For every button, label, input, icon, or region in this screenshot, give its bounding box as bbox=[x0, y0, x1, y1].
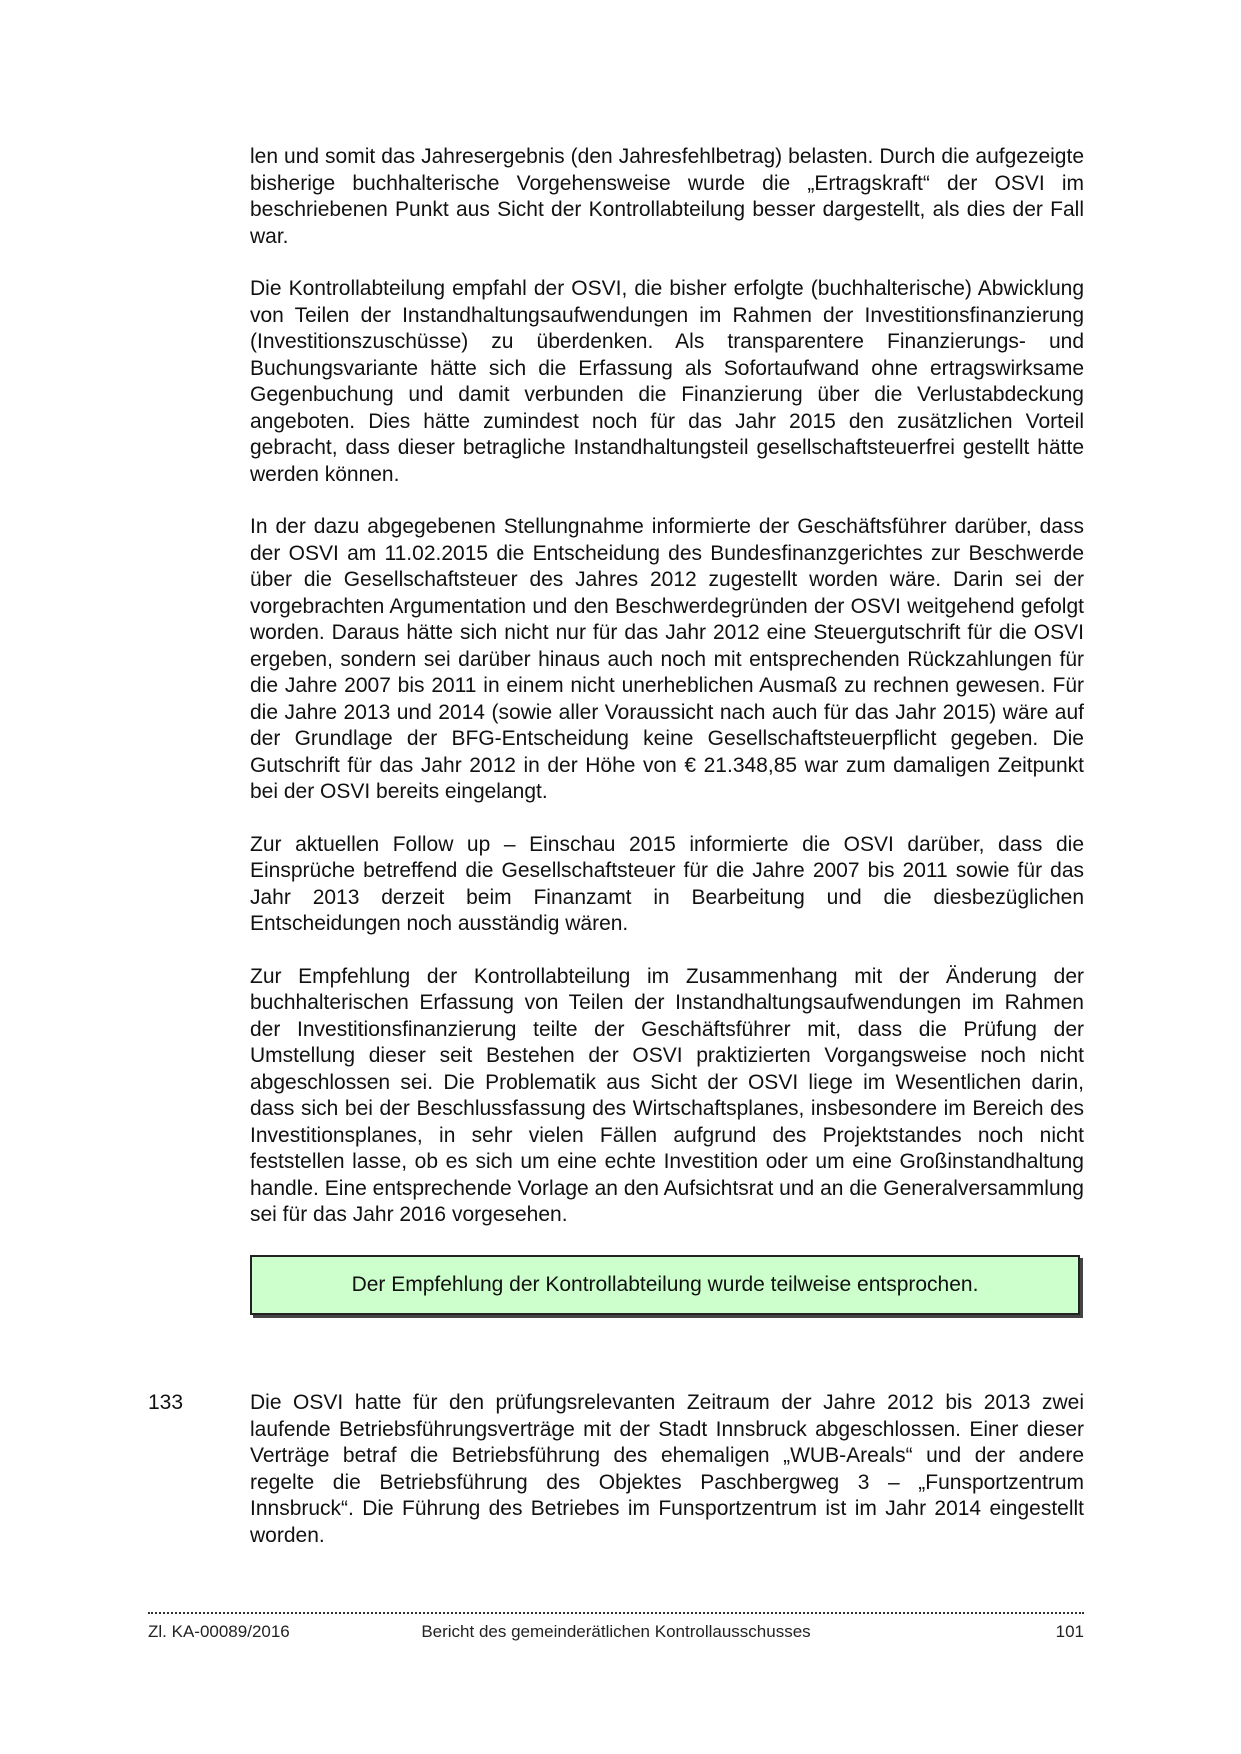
paragraph-5: Zur Empfehlung der Kontrollabteilung im Zusammenhang mit der Änderung der buchhalterischen Erfassung von Teilen der Instandhaltungsaufwendungen im Rahmen der Investitionsfinanzierung teilte der Geschäftsführer mit, dass die Prüfung der Umstellung dieser seit Bestehen der OSVI praktizierten Vorgangsweise noch nicht abgeschlossen sei. Die Problematik aus Sicht der OSVI liege im Wesentlichen darin, dass sich bei der Beschlussfassung des Wirtschaftsplanes, insbesondere im Bereich des Investitionsplanes, in sehr vielen Fällen aufgrund des Projektstandes noch nicht feststellen lasse, ob es sich um eine echte Investition oder um eine Großinstandhaltung handle. Eine entsprechende Vorlage an den Aufsichtsrat und an die Generalversammlung sei für das Jahr 2016 vorgesehen. bbox=[250, 964, 1084, 1226]
paragraph-4: Zur aktuellen Follow up – Einschau 2015 informierte die OSVI darüber, dass die Einsprüche betreffend die Gesellschaftsteuer für die Jahre 2007 bis 2011 sowie für das Jahr 2013 derzeit beim Finanzamt in Bearbeitung und die diesbezüglichen Entscheidungen noch ausständig wären. bbox=[250, 832, 1084, 935]
main-content bbox=[250, 144, 1084, 1315]
paragraph-2: Die Kontrollabteilung empfahl der OSVI, die bisher erfolgte (buchhalterische) Abwicklung von Teilen der Instandhaltungsaufwendungen im Rahmen der Investitionsfinanzierung (Investitionszuschüsse) zu überdenken. Als transparentere Finanzierungs- und Buchungsvariante hätte sich die Erfassung als Sofortaufwand ohne ertragswirksame Gegenbuchung und damit verbunden die Finanzierung über die Verlustabdeckung angeboten. Dies hätte zumindest noch für das Jahr 2015 den zusätzlichen Vorteil gebracht, dass dieser betragliche Instandhaltungsteil gesellschaftsteuerfrei gestellt hätte werden können. bbox=[250, 277, 1084, 486]
footer-title: Bericht des gemeinderätlichen Kontrollausschusses bbox=[421, 1622, 811, 1641]
footer-divider bbox=[148, 1612, 1084, 1614]
page-number: 101 bbox=[1055, 1622, 1084, 1641]
recommendation-status-box: Der Empfehlung der Kontrollabteilung wurde teilweise entsprochen. bbox=[250, 1255, 1080, 1315]
footer-reference: Zl. KA-00089/2016 bbox=[148, 1622, 290, 1641]
section-text: Die OSVI hatte für den prüfungsrelevanten Zeitraum der Jahre 2012 bis 2013 zwei laufende Betriebsführungsverträge mit der Stadt Innsbruck abgeschlossen. Einer dieser Verträge betraf die Betriebsführung des ehemaligen „WUB-Areals“ und der andere regelte die Betriebsführung des Objektes Paschbergweg 3 – „Funsportzentrum Innsbruck“. Die Führung des Betriebes im Funsportzentrum ist im Jahr 2014 eingestellt worden. bbox=[250, 1391, 1084, 1547]
section-number: 133 bbox=[148, 1391, 184, 1414]
paragraph-3: In der dazu abgegebenen Stellungnahme informierte der Geschäftsführer darüber, dass der OSVI am 11.02.2015 die Entscheidung des Bundesfinanzgerichtes zur Beschwerde über die Gesellschaftsteuer des Jahres 2012 zugestellt worden wäre. Darin sei der vorgebrachten Argumentation und den Beschwerdegründen der OSVI weitgehend gefolgt worden. Daraus hätte sich nicht nur für das Jahr 2012 eine Steuergutschrift für die OSVI ergeben, sondern sei darüber hinaus auch noch mit entsprechenden Rückzahlungen für die Jahre 2007 bis 2011 in einem nicht unerheblichen Ausmaß zu rechnen gewesen. Für die Jahre 2013 und 2014 (sowie aller Voraussicht nach auch für das Jahr 2015) wäre auf der Grundlage der BFG-Entscheidung keine Gesellschaftsteuerpflicht gegeben. Die Gutschrift für das Jahr 2012 in der Höhe von € 21.348,85 war zum damaligen Zeitpunkt bei der OSVI bereits eingelangt. bbox=[250, 515, 1084, 803]
paragraph-1: len und somit das Jahresergebnis (den Jahresfehlbetrag) belasten. Durch die aufgezeigte bisherige buchhalterische Vorgehensweise wurde die „Ertragskraft“ der OSVI im beschriebenen Punkt aus Sicht der Kontrollabteilung besser dargestellt, als dies der Fall war. bbox=[250, 145, 1084, 248]
